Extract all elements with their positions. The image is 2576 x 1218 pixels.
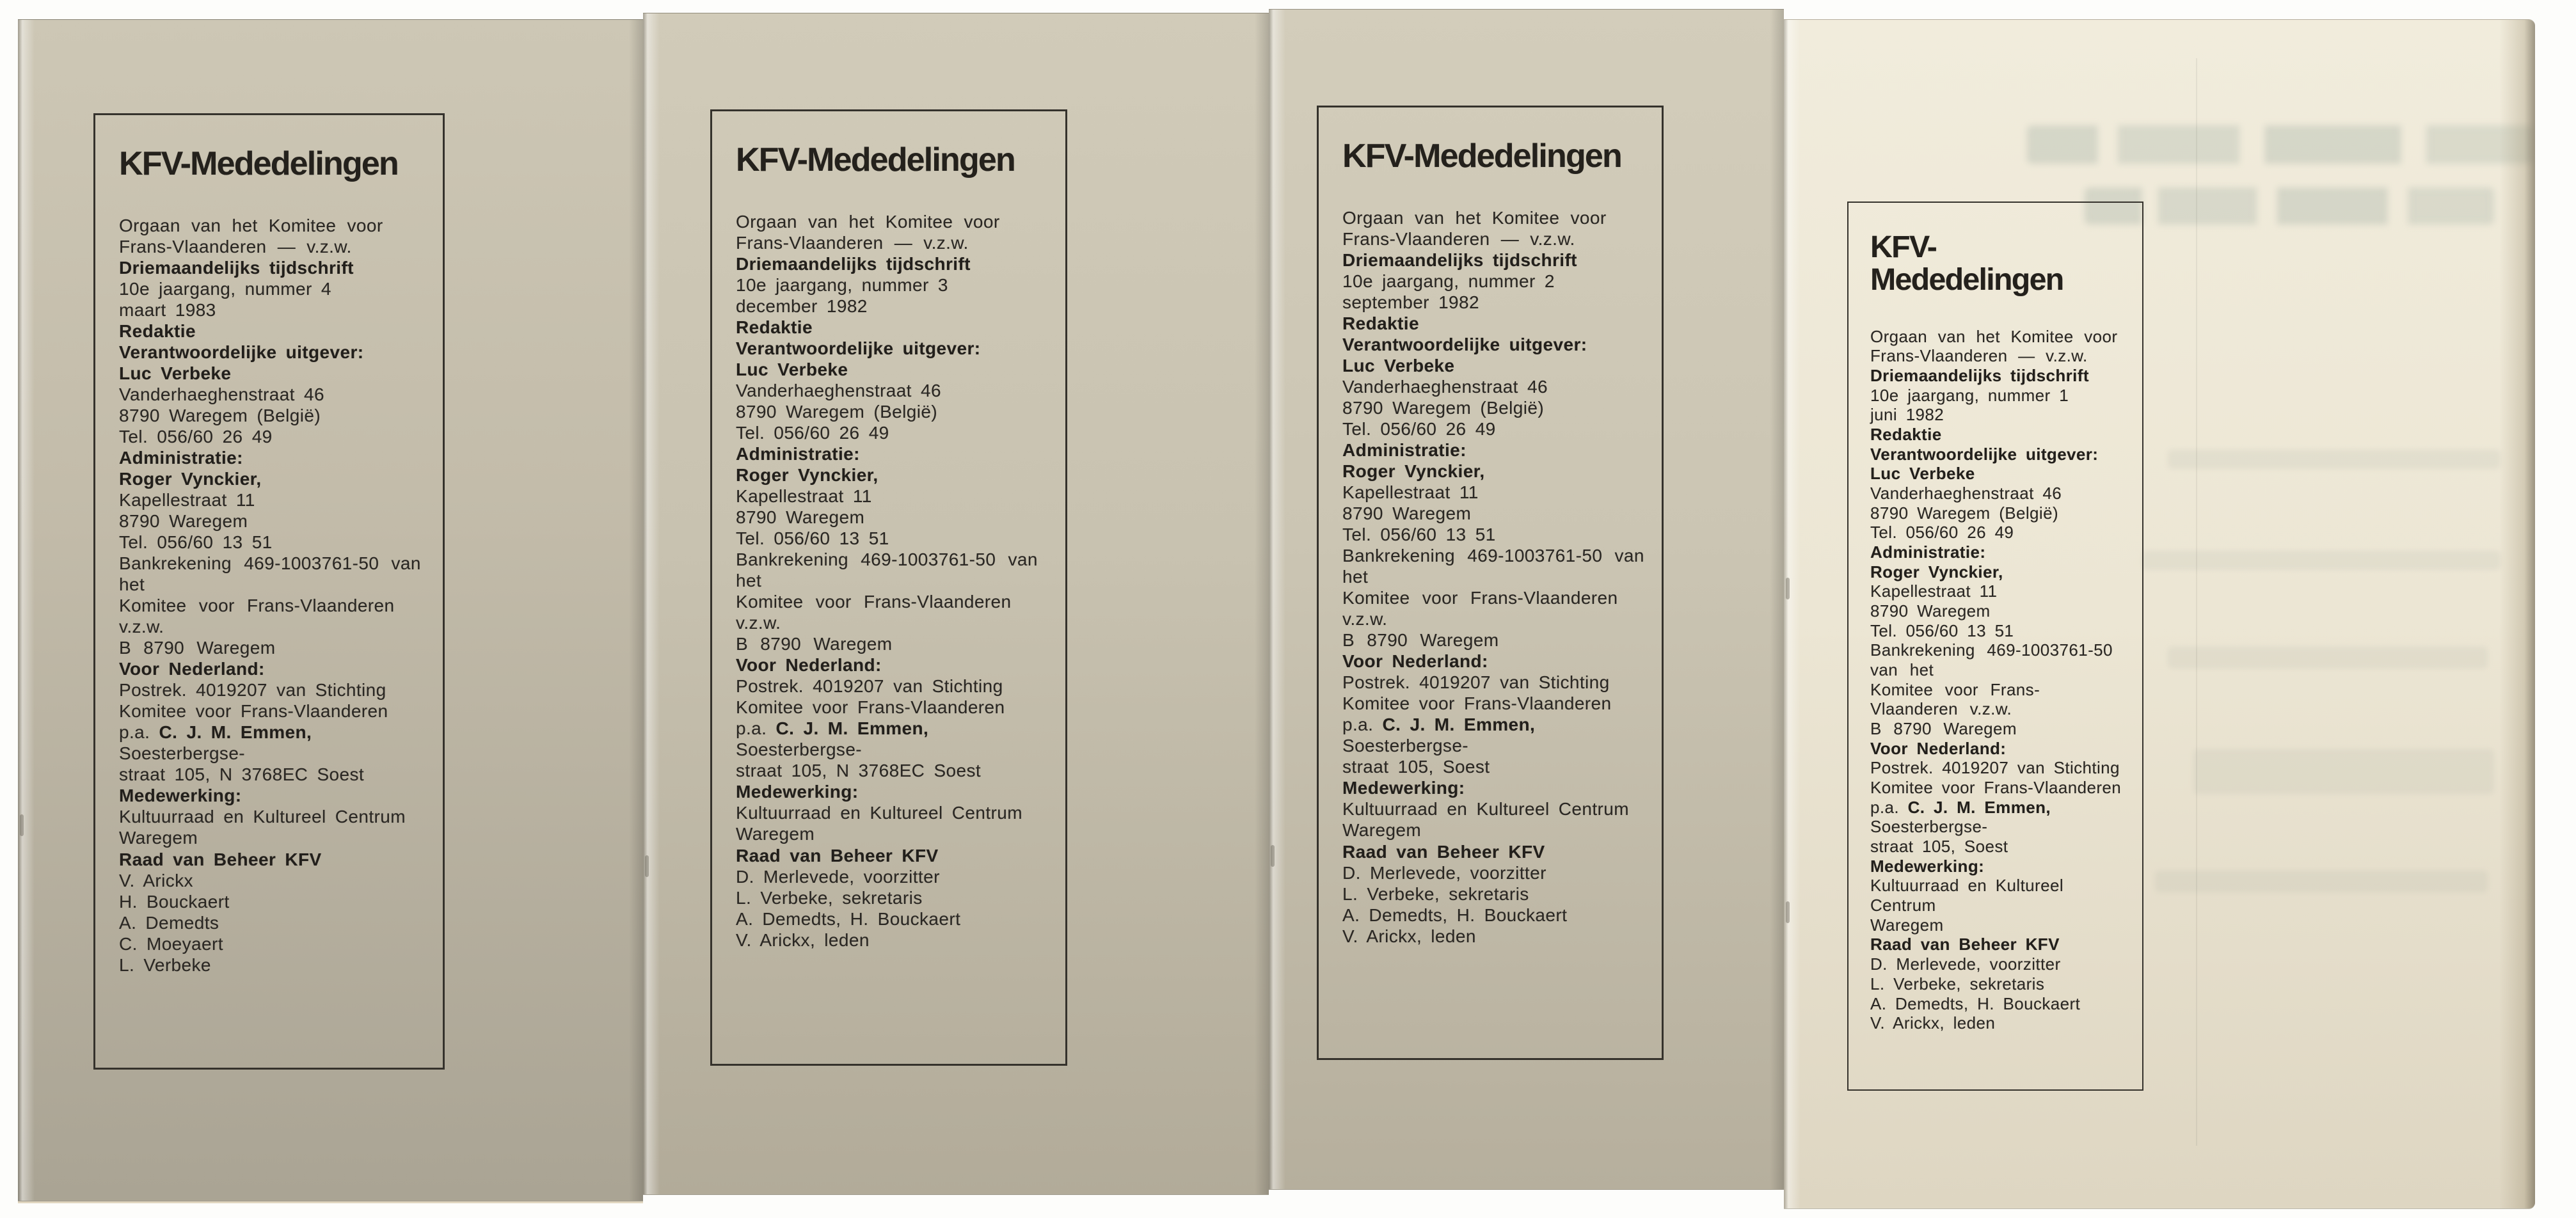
issue-info bbox=[736, 274, 1049, 317]
nederland-block bbox=[1870, 758, 2127, 856]
medewerking-line-1: Kultuurraad en Kultureel Centrum bbox=[1870, 876, 2064, 915]
board-member: V. Arickx bbox=[119, 870, 193, 890]
periodicity-label: Driemaandelijks tijdschrift bbox=[1342, 249, 1577, 270]
admin-block bbox=[119, 468, 426, 553]
admin-name: Roger Vynckier, bbox=[736, 464, 879, 485]
organ-line-1: Orgaan van het Komitee voor bbox=[119, 215, 383, 235]
board-members bbox=[736, 866, 1049, 951]
issue-info bbox=[119, 278, 426, 320]
organ-line bbox=[119, 215, 426, 257]
board-member: V. Arickx, leden bbox=[736, 929, 870, 950]
nederland-line-4: straat 105, Soest bbox=[1870, 837, 2008, 857]
board-label: Raad van Beheer KFV bbox=[119, 849, 322, 869]
medewerking-label: Medewerking: bbox=[119, 786, 242, 806]
bank-line-2: Komitee voor Frans-Vlaanderen v.z.w. bbox=[736, 592, 1012, 633]
editor-street: Vanderhaeghenstraat 46 bbox=[736, 380, 941, 400]
editor-phone: Tel. 056/60 26 49 bbox=[1342, 418, 1496, 439]
nederland-line-4: straat 105, Soest bbox=[1342, 757, 1490, 777]
medewerking-line-2: Waregem bbox=[119, 828, 198, 848]
date-line: september 1982 bbox=[1342, 292, 1479, 312]
staple-mark bbox=[645, 855, 649, 877]
organ-line-2: Frans-Vlaanderen — v.z.w. bbox=[1870, 346, 2088, 366]
admin-city: 8790 Waregem bbox=[1870, 601, 1991, 621]
uitgever-label: Verantwoordelijke uitgever: bbox=[736, 338, 981, 358]
bank-block bbox=[736, 549, 1049, 654]
redaktie-label: Redaktie bbox=[119, 320, 196, 341]
board-member: D. Merlevede, voorzitter bbox=[736, 866, 940, 887]
editor-city: 8790 Waregem (België) bbox=[1342, 397, 1545, 418]
medewerking-label: Medewerking: bbox=[736, 782, 859, 802]
bank-line-1: Bankrekening 469-1003761-50 van het bbox=[1870, 640, 2113, 680]
administratie-label: Administratie: bbox=[1342, 439, 1467, 460]
bank-block bbox=[1342, 545, 1645, 651]
editor-name: Luc Verbeke bbox=[736, 359, 848, 379]
editor-street: Vanderhaeghenstraat 46 bbox=[1342, 376, 1548, 397]
board-member: L. Verbeke, sekretaris bbox=[736, 887, 923, 908]
colophon-box bbox=[710, 109, 1067, 1066]
medewerking-block bbox=[736, 802, 1049, 844]
redaktie-label: Redaktie bbox=[1342, 313, 1419, 333]
staple-mark bbox=[1786, 578, 1790, 599]
nederland-label: Voor Nederland: bbox=[119, 659, 265, 679]
admin-city: 8790 Waregem bbox=[119, 511, 248, 532]
redaktie-labels bbox=[1870, 425, 2127, 464]
admin-name: Roger Vynckier, bbox=[119, 468, 262, 489]
editor-block bbox=[119, 363, 426, 447]
colophon-box bbox=[1847, 202, 2143, 1091]
board-member: V. Arickx, leden bbox=[1342, 926, 1476, 946]
redaktie-labels bbox=[119, 320, 426, 363]
redaktie-labels bbox=[1342, 313, 1645, 355]
nederland-line-1: Postrek. 4019207 van Stichting bbox=[1342, 672, 1610, 693]
organ-line bbox=[1342, 207, 1645, 249]
nederland-line-1: Postrek. 4019207 van Stichting bbox=[1870, 758, 2120, 778]
showthrough-headline bbox=[2085, 187, 2494, 225]
administratie-label: Administratie: bbox=[119, 447, 243, 468]
board-members bbox=[1342, 862, 1645, 947]
nederland-line-4: straat 105, N 3768EC Soest bbox=[736, 761, 982, 781]
board-member: V. Arickx, leden bbox=[1870, 1013, 1996, 1033]
booklet-cover-3 bbox=[1269, 9, 1784, 1190]
admin-phone: Tel. 056/60 13 51 bbox=[1342, 525, 1496, 545]
nederland-line-4: straat 105, N 3768EC Soest bbox=[119, 764, 365, 785]
uitgever-label: Verantwoordelijke uitgever: bbox=[1342, 334, 1587, 354]
administratie-label: Administratie: bbox=[736, 443, 860, 464]
nederland-pa-line: p.a. C. J. M. Emmen, Soesterbergse- bbox=[1342, 715, 1536, 756]
sheet-fold-line bbox=[2196, 58, 2197, 1146]
board-member: A. Demedts, H. Bouckaert bbox=[1870, 993, 2081, 1013]
medewerking-line-2: Waregem bbox=[736, 824, 815, 844]
admin-phone: Tel. 056/60 13 51 bbox=[1870, 621, 2014, 640]
board-label: Raad van Beheer KFV bbox=[1342, 841, 1545, 862]
board-member: A. Demedts, H. Bouckaert bbox=[736, 908, 961, 929]
editor-block bbox=[1342, 355, 1645, 439]
bank-block bbox=[1870, 640, 2127, 738]
bank-line-1: Bankrekening 469-1003761-50 van het bbox=[736, 550, 1038, 591]
journal-title: KFV-Mededelingen bbox=[736, 141, 1015, 178]
admin-phone: Tel. 056/60 13 51 bbox=[736, 528, 889, 549]
nederland-pa-line: p.a. C. J. M. Emmen, Soesterbergse- bbox=[736, 718, 929, 760]
issue-info bbox=[1870, 386, 2127, 425]
bank-line-1: Bankrekening 469-1003761-50 van het bbox=[1342, 546, 1644, 587]
bank-line-3: B 8790 Waregem bbox=[1342, 630, 1499, 651]
admin-city: 8790 Waregem bbox=[1342, 503, 1472, 524]
admin-block bbox=[736, 464, 1049, 549]
organ-line-2: Frans-Vlaanderen — v.z.w. bbox=[119, 236, 352, 257]
admin-street: Kapellestraat 11 bbox=[1870, 581, 1998, 601]
bank-line-3: B 8790 Waregem bbox=[119, 638, 276, 658]
nederland-block bbox=[736, 676, 1049, 781]
periodicity-label: Driemaandelijks tijdschrift bbox=[736, 253, 971, 274]
organ-line bbox=[1870, 327, 2127, 366]
journal-title: KFV-Mededelingen bbox=[1870, 230, 2063, 297]
bank-line-2: Komitee voor Frans-Vlaanderen v.z.w. bbox=[1870, 679, 2040, 719]
organ-line-1: Orgaan van het Komitee voor bbox=[736, 211, 1000, 232]
nederland-line-1: Postrek. 4019207 van Stichting bbox=[119, 680, 386, 700]
board-member: A. Demedts bbox=[119, 912, 219, 933]
nederland-block bbox=[119, 679, 426, 785]
board-label: Raad van Beheer KFV bbox=[1870, 935, 2060, 954]
issue-line: 10e jaargang, nummer 3 bbox=[736, 274, 948, 295]
issue-info bbox=[1342, 271, 1645, 313]
redaktie-label: Redaktie bbox=[736, 317, 813, 337]
showthrough-headline bbox=[2027, 125, 2532, 164]
editor-name: Luc Verbeke bbox=[1870, 464, 1975, 484]
issue-line: 10e jaargang, nummer 1 bbox=[1870, 385, 2069, 405]
admin-phone: Tel. 056/60 13 51 bbox=[119, 532, 273, 553]
administratie-label: Administratie: bbox=[1870, 542, 1986, 562]
nederland-line-1: Postrek. 4019207 van Stichting bbox=[736, 676, 1003, 697]
periodicity-label: Driemaandelijks tijdschrift bbox=[1870, 366, 2089, 385]
organ-line-1: Orgaan van het Komitee voor bbox=[1870, 326, 2118, 346]
board-member: A. Demedts, H. Bouckaert bbox=[1342, 905, 1568, 925]
bank-block bbox=[119, 553, 426, 658]
editor-street: Vanderhaeghenstraat 46 bbox=[1870, 484, 2062, 503]
booklet-cover-1 bbox=[18, 19, 643, 1201]
board-member: D. Merlevede, voorzitter bbox=[1342, 862, 1546, 883]
journal-title: KFV-Mededelingen bbox=[1342, 138, 1621, 175]
admin-street: Kapellestraat 11 bbox=[1342, 482, 1479, 502]
medewerking-line-1: Kultuurraad en Kultureel Centrum bbox=[119, 807, 406, 827]
staple-mark bbox=[20, 814, 24, 836]
nederland-line-2: Komitee voor Frans-Vlaanderen bbox=[1870, 778, 2122, 798]
medewerking-label: Medewerking: bbox=[1342, 778, 1465, 798]
admin-block bbox=[1342, 461, 1645, 545]
nederland-block bbox=[1342, 672, 1645, 777]
nederland-pa-line: p.a. C. J. M. Emmen, Soesterbergse- bbox=[1870, 797, 2051, 837]
medewerking-block bbox=[1342, 798, 1645, 841]
nederland-pa-line: p.a. C. J. M. Emmen, Soesterbergse- bbox=[119, 722, 312, 764]
organ-line-2: Frans-Vlaanderen — v.z.w. bbox=[1342, 228, 1575, 249]
bank-line-3: B 8790 Waregem bbox=[736, 634, 893, 654]
issue-line: 10e jaargang, nummer 4 bbox=[119, 278, 331, 299]
editor-street: Vanderhaeghenstraat 46 bbox=[119, 384, 324, 404]
journal-title: KFV-Mededelingen bbox=[119, 145, 398, 182]
organ-line-1: Orgaan van het Komitee voor bbox=[1342, 207, 1607, 228]
nederland-label: Voor Nederland: bbox=[736, 655, 882, 676]
periodicity-label: Driemaandelijks tijdschrift bbox=[119, 257, 354, 278]
medewerking-block bbox=[1870, 876, 2127, 935]
date-line: juni 1982 bbox=[1870, 405, 1944, 425]
date-line: maart 1983 bbox=[119, 299, 216, 320]
issue-line: 10e jaargang, nummer 2 bbox=[1342, 271, 1555, 291]
board-member: D. Merlevede, voorzitter bbox=[1870, 954, 2061, 974]
organ-line-2: Frans-Vlaanderen — v.z.w. bbox=[736, 232, 969, 253]
showthrough-smudge bbox=[2193, 749, 2494, 794]
editor-city: 8790 Waregem (België) bbox=[1870, 503, 2059, 523]
editor-block bbox=[1870, 464, 2127, 542]
board-member: L. Verbeke, sekretaris bbox=[1870, 974, 2045, 993]
nederland-label: Voor Nederland: bbox=[1870, 738, 2007, 758]
nederland-line-2: Komitee voor Frans-Vlaanderen bbox=[119, 701, 388, 722]
bank-line-2: Komitee voor Frans-Vlaanderen v.z.w. bbox=[119, 596, 395, 637]
admin-name: Roger Vynckier, bbox=[1342, 461, 1485, 481]
nederland-label: Voor Nederland: bbox=[1342, 651, 1488, 672]
board-members bbox=[1870, 954, 2127, 1033]
admin-city: 8790 Waregem bbox=[736, 507, 865, 528]
staple-mark bbox=[1786, 901, 1790, 923]
booklet-cover-2 bbox=[643, 13, 1269, 1195]
organ-line bbox=[736, 211, 1049, 253]
booklet-cover-4 bbox=[1784, 19, 2535, 1209]
editor-name: Luc Verbeke bbox=[119, 363, 232, 383]
bank-line-1: Bankrekening 469-1003761-50 van het bbox=[119, 553, 421, 595]
redaktie-labels bbox=[736, 317, 1049, 359]
showthrough-smudge bbox=[2168, 450, 2500, 469]
medewerking-line-1: Kultuurraad en Kultureel Centrum bbox=[1342, 799, 1629, 819]
admin-block bbox=[1870, 562, 2127, 641]
nederland-line-2: Komitee voor Frans-Vlaanderen bbox=[1342, 693, 1612, 714]
board-member: H. Bouckaert bbox=[119, 891, 230, 912]
bank-line-3: B 8790 Waregem bbox=[1870, 719, 2017, 739]
medewerking-line-2: Waregem bbox=[1870, 915, 1944, 935]
board-member: C. Moeyaert bbox=[119, 933, 223, 954]
showthrough-smudge bbox=[2168, 647, 2488, 668]
editor-city: 8790 Waregem (België) bbox=[736, 401, 938, 422]
staple-mark bbox=[1271, 845, 1275, 867]
showthrough-smudge bbox=[2155, 871, 2488, 892]
medewerking-label: Medewerking: bbox=[1870, 856, 1985, 876]
editor-block bbox=[736, 359, 1049, 443]
uitgever-label: Verantwoordelijke uitgever: bbox=[119, 342, 364, 362]
editor-phone: Tel. 056/60 26 49 bbox=[736, 422, 889, 443]
uitgever-label: Verantwoordelijke uitgever: bbox=[1870, 444, 2099, 464]
bank-line-2: Komitee voor Frans-Vlaanderen v.z.w. bbox=[1342, 588, 1618, 629]
editor-name: Luc Verbeke bbox=[1342, 355, 1455, 376]
board-members bbox=[119, 870, 426, 976]
editor-phone: Tel. 056/60 26 49 bbox=[119, 426, 273, 447]
board-label: Raad van Beheer KFV bbox=[736, 845, 939, 866]
board-member: L. Verbeke, sekretaris bbox=[1342, 883, 1529, 904]
admin-street: Kapellestraat 11 bbox=[119, 489, 255, 510]
colophon-box bbox=[93, 113, 445, 1070]
redaktie-label: Redaktie bbox=[1870, 425, 1942, 445]
medewerking-line-2: Waregem bbox=[1342, 820, 1422, 841]
admin-street: Kapellestraat 11 bbox=[736, 486, 872, 506]
medewerking-line-1: Kultuurraad en Kultureel Centrum bbox=[736, 803, 1022, 823]
admin-name: Roger Vynckier, bbox=[1870, 562, 2003, 581]
editor-phone: Tel. 056/60 26 49 bbox=[1870, 523, 2014, 542]
date-line: december 1982 bbox=[736, 296, 868, 316]
medewerking-block bbox=[119, 806, 426, 848]
colophon-box bbox=[1317, 106, 1664, 1060]
nederland-line-2: Komitee voor Frans-Vlaanderen bbox=[736, 697, 1005, 718]
editor-city: 8790 Waregem (België) bbox=[119, 405, 321, 425]
board-member: L. Verbeke bbox=[119, 954, 211, 975]
